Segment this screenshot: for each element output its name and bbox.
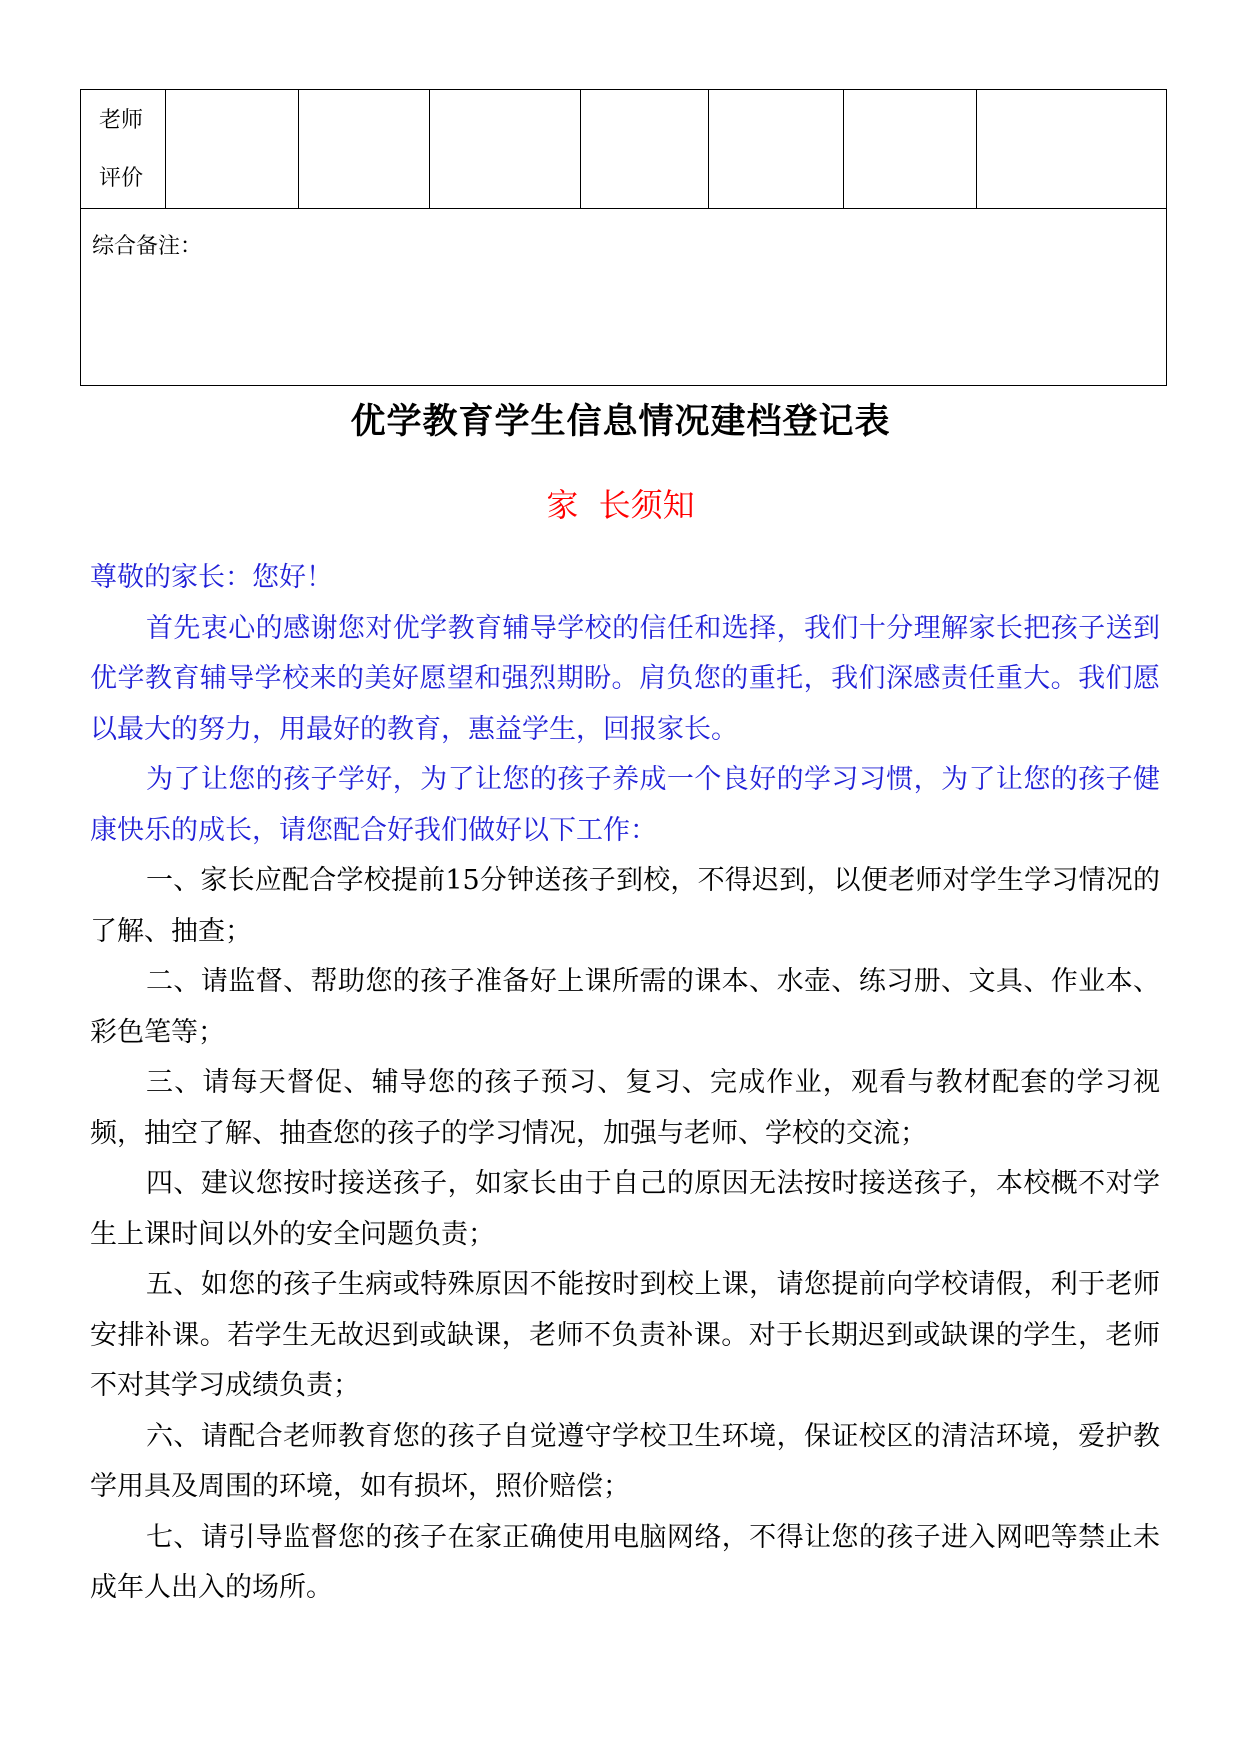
greeting: 尊敬的家长：您好！ <box>90 562 333 593</box>
rule-item: 七、请引导监督您的孩子在家正确使用电脑网络，不得让您的孩子进入网吧等禁止未成年人出入的场所。 <box>90 1521 1160 1603</box>
teacher-evaluation-row <box>81 90 1167 209</box>
evaluation-cell[interactable] <box>430 90 581 209</box>
intro-paragraph: 首先衷心的感谢您对优学教育辅导学校的信任和选择，我们十分理解家长把孩子送到优学教育辅导学校来的美好愿望和强烈期盼。肩负您的重托，我们深感责任重大。我们愿以最大的努力，用最好的教育，惠益学生，回报家长。 <box>90 612 1160 745</box>
teacher-evaluation-table <box>80 89 1167 386</box>
evaluation-cell[interactable] <box>844 90 977 209</box>
parent-notice-heading: 家 长须知 <box>546 486 695 524</box>
rule-item: 六、请配合老师教育您的孩子自觉遵守学校卫生环境，保证校区的清洁环境，爱护教学用具及周围的环境，如有损坏，照价赔偿； <box>90 1420 1160 1502</box>
notice-body <box>90 553 1160 1614</box>
rule-item: 五、如您的孩子生病或特殊原因不能按时到校上课，请您提前向学校请假，利于老师安排补课。若学生无故迟到或缺课，老师不负责补课。对于长期迟到或缺课的学生，老师不对其学习成绩负责； <box>90 1269 1160 1401</box>
rule-item: 二、请监督、帮助您的孩子准备好上课所需的课本、水壶、练习册、文具、作业本、彩色笔等； <box>90 966 1160 1048</box>
rule-item: 一、家长应配合学校提前15分钟送孩子到校，不得迟到，以便老师对学生学习情况的了解、抽查； <box>90 865 1160 947</box>
page-title: 优学教育学生信息情况建档登记表 <box>350 401 891 442</box>
rule-item: 三、请每天督促、辅导您的孩子预习、复习、完成作业，观看与教材配套的学习视频，抽空了解、抽查您的孩子的学习情况，加强与老师、学校的交流； <box>90 1067 1160 1149</box>
evaluation-cell[interactable] <box>581 90 709 209</box>
intro-paragraph: 为了让您的孩子学好，为了让您的孩子养成一个良好的学习习惯，为了让您的孩子健康快乐的成长，请您配合好我们做好以下工作： <box>90 764 1160 846</box>
remarks-row <box>81 209 1167 386</box>
evaluation-cell[interactable] <box>299 90 430 209</box>
evaluation-cell[interactable] <box>977 90 1167 209</box>
evaluation-cell[interactable] <box>166 90 299 209</box>
rule-item: 四、建议您按时接送孩子，如家长由于自己的原因无法按时接送孩子，本校概不对学生上课时间以外的安全问题负责； <box>90 1168 1160 1250</box>
teacher-evaluation-label <box>81 90 166 209</box>
teacher-label-line1: 老师 <box>99 108 144 133</box>
remarks-label: 综合备注： <box>92 234 203 259</box>
remarks-cell[interactable] <box>81 209 1167 386</box>
evaluation-cell[interactable] <box>709 90 844 209</box>
teacher-label-line2: 评价 <box>99 166 144 191</box>
